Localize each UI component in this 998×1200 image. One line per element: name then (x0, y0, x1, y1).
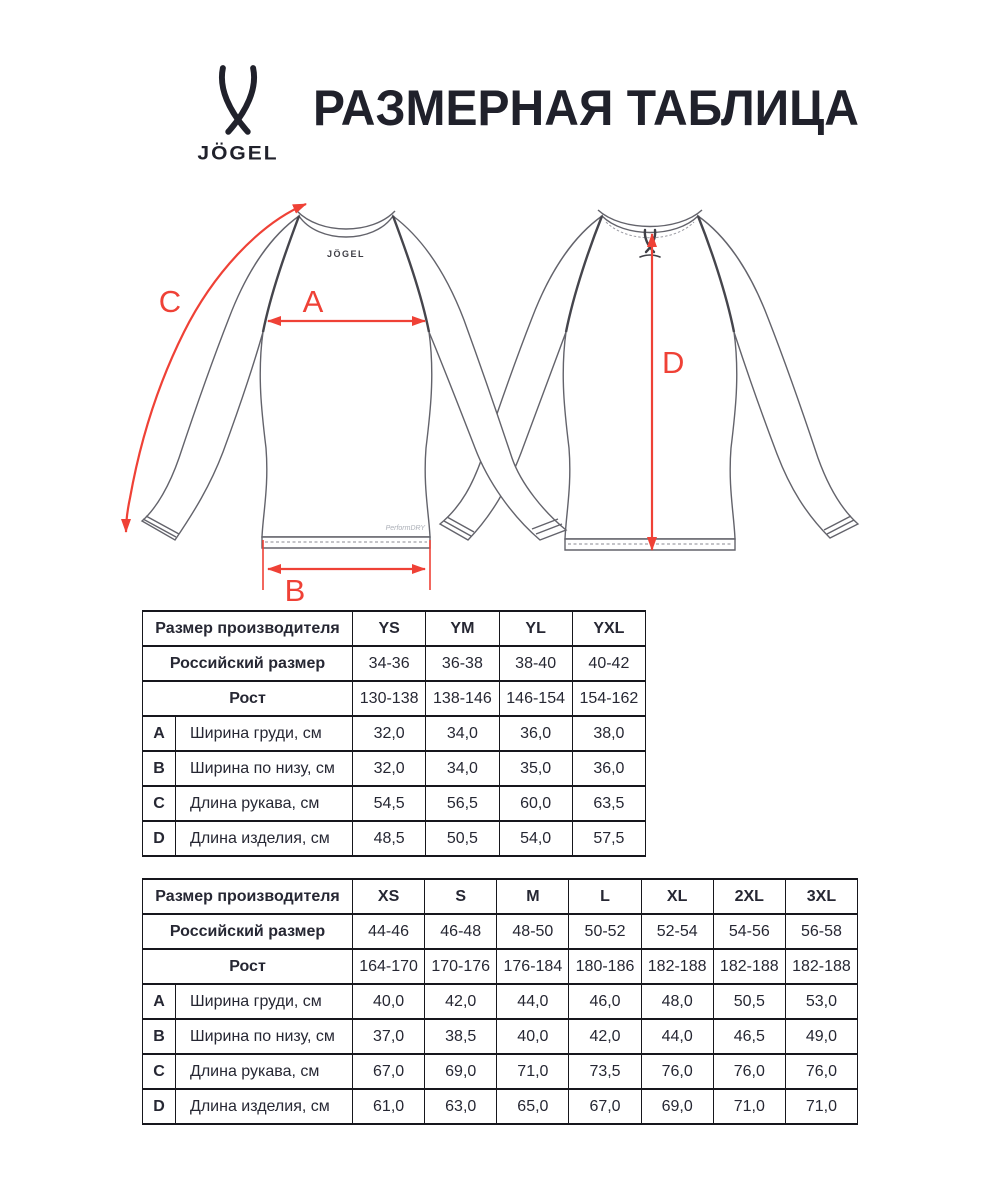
measure-value-cell: 65,0 (497, 1089, 569, 1124)
measure-row (143, 1089, 858, 1124)
range-cell: 46-48 (425, 914, 497, 949)
measure-value-cell: 42,0 (425, 984, 497, 1019)
measure-value-cell: 60,0 (499, 786, 572, 821)
measure-value-cell: 69,0 (641, 1089, 713, 1124)
measure-value-cell: 32,0 (353, 716, 426, 751)
measure-value-cell: 76,0 (785, 1054, 857, 1089)
measure-value-cell: 36,0 (572, 751, 645, 786)
measure-label-cell: Длина изделия, см (176, 1089, 353, 1124)
measure-value-cell: 71,0 (785, 1089, 857, 1124)
size-code-cell: YS (353, 611, 426, 646)
range-cell: 52-54 (641, 914, 713, 949)
range-cell: 54-56 (713, 914, 785, 949)
range-cell: 154-162 (572, 681, 645, 716)
chest-logo-text: JÖGEL (326, 249, 366, 259)
fabric-label: PerformDRY (385, 525, 425, 532)
measure-value-cell: 40,0 (353, 984, 425, 1019)
measure-row (143, 716, 646, 751)
measure-label-cell: Длина изделия, см (176, 821, 353, 856)
range-cell: 182-188 (641, 949, 713, 984)
measure-value-cell: 56,5 (426, 786, 499, 821)
measure-value-cell: 61,0 (353, 1089, 425, 1124)
range-cell: 164-170 (353, 949, 425, 984)
size-code-cell: 3XL (785, 879, 857, 914)
measure-value-cell: 46,0 (569, 984, 641, 1019)
measure-value-cell: 46,5 (713, 1019, 785, 1054)
header-row (143, 949, 858, 984)
measure-key-cell: B (143, 751, 176, 786)
measure-value-cell: 34,0 (426, 716, 499, 751)
header-row (143, 914, 858, 949)
label-d: D (662, 345, 685, 380)
measure-value-cell: 48,0 (641, 984, 713, 1019)
range-cell: 130-138 (353, 681, 426, 716)
measure-value-cell: 38,0 (572, 716, 645, 751)
measure-value-cell: 49,0 (785, 1019, 857, 1054)
header-label: Рост (143, 949, 353, 984)
measure-key-cell: C (143, 786, 176, 821)
label-a: A (302, 284, 324, 319)
range-cell: 38-40 (499, 646, 572, 681)
measure-value-cell: 42,0 (569, 1019, 641, 1054)
measure-row (143, 1054, 858, 1089)
measure-key-cell: A (143, 716, 176, 751)
measure-value-cell: 69,0 (425, 1054, 497, 1089)
label-b: B (284, 573, 306, 608)
size-table-youth (142, 610, 646, 857)
measure-value-cell: 34,0 (426, 751, 499, 786)
measure-value-cell: 38,5 (425, 1019, 497, 1054)
header-row (143, 681, 646, 716)
measure-value-cell: 67,0 (353, 1054, 425, 1089)
measure-label-cell: Ширина по низу, см (176, 751, 353, 786)
page-title: РАЗМЕРНАЯ ТАБЛИЦА (313, 80, 859, 136)
measure-value-cell: 54,5 (353, 786, 426, 821)
garment-diagram (0, 190, 998, 610)
range-cell: 182-188 (713, 949, 785, 984)
measure-label-cell: Ширина груди, см (176, 984, 353, 1019)
range-cell: 48-50 (497, 914, 569, 949)
measure-row (143, 821, 646, 856)
header-label: Российский размер (143, 914, 353, 949)
label-c: C (158, 284, 182, 319)
brand-wordmark: JÖGEL (197, 142, 279, 165)
measure-row (143, 786, 646, 821)
measure-key-cell: C (143, 1054, 176, 1089)
measure-row (143, 984, 858, 1019)
measure-value-cell: 76,0 (641, 1054, 713, 1089)
measure-value-cell: 73,5 (569, 1054, 641, 1089)
measure-label-cell: Длина рукава, см (176, 1054, 353, 1089)
shirt-front (142, 211, 566, 548)
range-cell: 138-146 (426, 681, 499, 716)
range-cell: 170-176 (425, 949, 497, 984)
measure-value-cell: 76,0 (713, 1054, 785, 1089)
measure-key-cell: D (143, 1089, 176, 1124)
measure-value-cell: 63,0 (425, 1089, 497, 1124)
measure-value-cell: 35,0 (499, 751, 572, 786)
header-label: Рост (143, 681, 353, 716)
header-label: Размер производителя (143, 879, 353, 914)
size-code-cell: XS (353, 879, 425, 914)
range-cell: 50-52 (569, 914, 641, 949)
measure-value-cell: 50,5 (713, 984, 785, 1019)
measure-key-cell: D (143, 821, 176, 856)
measure-key-cell: A (143, 984, 176, 1019)
measure-row (143, 1019, 858, 1054)
measure-row (143, 751, 646, 786)
measure-value-cell: 40,0 (497, 1019, 569, 1054)
measure-value-cell: 32,0 (353, 751, 426, 786)
header-label: Размер производителя (143, 611, 353, 646)
brand-logo (183, 64, 293, 166)
range-cell: 36-38 (426, 646, 499, 681)
measure-value-cell: 53,0 (785, 984, 857, 1019)
measure-label-cell: Длина рукава, см (176, 786, 353, 821)
measure-value-cell: 71,0 (497, 1054, 569, 1089)
measure-label-cell: Ширина груди, см (176, 716, 353, 751)
jogel-antlers-icon (211, 64, 265, 138)
measure-value-cell: 57,5 (572, 821, 645, 856)
measure-value-cell: 44,0 (497, 984, 569, 1019)
size-code-cell: YL (499, 611, 572, 646)
size-code-cell: YXL (572, 611, 645, 646)
range-cell: 44-46 (353, 914, 425, 949)
measure-value-cell: 71,0 (713, 1089, 785, 1124)
size-code-cell: L (569, 879, 641, 914)
range-cell: 34-36 (353, 646, 426, 681)
measure-value-cell: 50,5 (426, 821, 499, 856)
range-cell: 180-186 (569, 949, 641, 984)
size-code-cell: 2XL (713, 879, 785, 914)
header-label: Российский размер (143, 646, 353, 681)
size-code-cell: YM (426, 611, 499, 646)
size-code-cell: M (497, 879, 569, 914)
measure-value-cell: 37,0 (353, 1019, 425, 1054)
measure-value-cell: 48,5 (353, 821, 426, 856)
range-cell: 176-184 (497, 949, 569, 984)
measure-value-cell: 36,0 (499, 716, 572, 751)
header-row (143, 646, 646, 681)
header-row (143, 611, 646, 646)
header-row (143, 879, 858, 914)
range-cell: 182-188 (785, 949, 857, 984)
size-code-cell: XL (641, 879, 713, 914)
range-cell: 56-58 (785, 914, 857, 949)
range-cell: 40-42 (572, 646, 645, 681)
measure-value-cell: 63,5 (572, 786, 645, 821)
measure-value-cell: 44,0 (641, 1019, 713, 1054)
measure-label-cell: Ширина по низу, см (176, 1019, 353, 1054)
range-cell: 146-154 (499, 681, 572, 716)
measure-key-cell: B (143, 1019, 176, 1054)
measure-value-cell: 54,0 (499, 821, 572, 856)
size-code-cell: S (425, 879, 497, 914)
measure-value-cell: 67,0 (569, 1089, 641, 1124)
size-table-adult (142, 878, 858, 1125)
